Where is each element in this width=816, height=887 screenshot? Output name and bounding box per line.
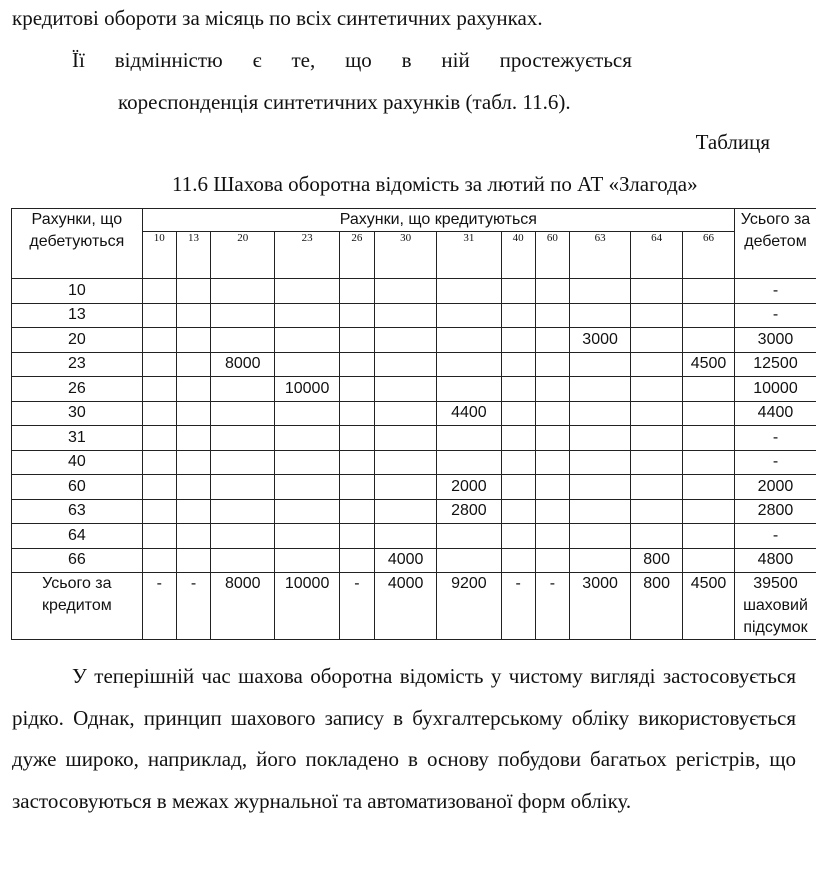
table-cell — [176, 426, 210, 451]
table-cell — [683, 401, 735, 426]
table-cell: 10000 — [275, 377, 339, 402]
row-account: 40 — [12, 450, 143, 475]
table-cell — [683, 303, 735, 328]
table-cell — [211, 426, 275, 451]
total-cell: - — [176, 573, 210, 640]
table-cell — [570, 499, 631, 524]
word: простежується — [499, 48, 632, 72]
table-cell — [275, 524, 339, 549]
table-row — [12, 475, 816, 500]
table-cell — [535, 499, 569, 524]
table-cell — [142, 279, 176, 304]
table-cell — [211, 450, 275, 475]
table-cell — [375, 426, 437, 451]
row-total: - — [734, 426, 816, 451]
table-cell — [211, 279, 275, 304]
table-cell — [570, 303, 631, 328]
table-cell — [176, 475, 210, 500]
table-cell — [631, 450, 683, 475]
row-total: 2800 — [734, 499, 816, 524]
table-cell — [339, 377, 374, 402]
column-number: 66 — [683, 232, 735, 279]
table-cell — [535, 426, 569, 451]
word: відмінністю — [114, 48, 223, 72]
table-cell — [339, 303, 374, 328]
column-number: 64 — [631, 232, 683, 279]
text-line-1: кредитові обороти за місяць по всіх синтетичних рахунках. — [12, 6, 543, 30]
table-cell — [339, 524, 374, 549]
table-cell — [570, 352, 631, 377]
row-account: 31 — [12, 426, 143, 451]
table-cell — [683, 548, 735, 573]
table-cell — [683, 279, 735, 304]
total-cell: 3000 — [570, 573, 631, 640]
table-cell: 4000 — [375, 548, 437, 573]
grand-total: 39500 шаховий підсумок — [734, 573, 816, 640]
table-cell — [501, 401, 535, 426]
row-account: 60 — [12, 475, 143, 500]
table-cell — [339, 401, 374, 426]
table-cell — [142, 499, 176, 524]
text-line-3: кореспонденція синтетичних рахунків (табл. 11.6). — [118, 90, 571, 114]
table-cell — [176, 450, 210, 475]
table-row — [12, 279, 816, 304]
table-cell — [339, 279, 374, 304]
table-cell — [211, 499, 275, 524]
table-cell — [211, 475, 275, 500]
table-cell — [535, 548, 569, 573]
table-cell — [275, 426, 339, 451]
table-cell — [535, 303, 569, 328]
table-cell: 4400 — [437, 401, 501, 426]
table-cell — [437, 352, 501, 377]
table-cell — [570, 450, 631, 475]
table-cell — [683, 499, 735, 524]
table-cell — [570, 401, 631, 426]
table-cell — [631, 524, 683, 549]
column-number: 20 — [211, 232, 275, 279]
table-cell — [211, 401, 275, 426]
total-cell: 4000 — [375, 573, 437, 640]
table-cell — [142, 401, 176, 426]
table-title: 11.6 Шахова оборотна відомість за лютий по АТ «Злагода» — [172, 172, 698, 196]
table-cell — [142, 328, 176, 353]
row-account: 23 — [12, 352, 143, 377]
table-cell — [683, 475, 735, 500]
header-debit: Рахунки, що дебетуються — [12, 209, 143, 279]
row-total: 4800 — [734, 548, 816, 573]
table-cell: 2800 — [437, 499, 501, 524]
word: що — [345, 48, 372, 72]
table-cell — [631, 328, 683, 353]
row-account: 26 — [12, 377, 143, 402]
total-cell: 4500 — [683, 573, 735, 640]
table-row — [12, 499, 816, 524]
table-cell — [535, 524, 569, 549]
paragraph — [12, 656, 796, 822]
table-cell — [275, 303, 339, 328]
table-cell — [437, 426, 501, 451]
column-number: 26 — [339, 232, 374, 279]
table-cell — [142, 426, 176, 451]
table-cell — [631, 303, 683, 328]
column-number: 63 — [570, 232, 631, 279]
table-row — [12, 401, 816, 426]
table-cell — [570, 548, 631, 573]
table-cell — [535, 352, 569, 377]
table-cell — [437, 303, 501, 328]
column-number: 40 — [501, 232, 535, 279]
table-cell — [375, 450, 437, 475]
table-cell — [176, 377, 210, 402]
table-cell — [142, 548, 176, 573]
table-cell: 4500 — [683, 352, 735, 377]
table-cell — [211, 328, 275, 353]
row-total: 10000 — [734, 377, 816, 402]
table-row — [12, 377, 816, 402]
table-cell — [211, 548, 275, 573]
row-account: 10 — [12, 279, 143, 304]
table-cell — [142, 524, 176, 549]
table-cell — [211, 377, 275, 402]
table-cell — [375, 499, 437, 524]
table-cell — [631, 352, 683, 377]
paragraph-text: У теперішній час шахова оборотна відомість у чистому вигляді застосовується рідко. Однак, принцип шахового запису в бухгалтерському обліку використовується дуже широко, наприклад, його покладено в основу побудови багатьох регістрів, що застосовуються в межах журнальної та автоматизованої форм обліку. — [12, 664, 796, 813]
total-cell: - — [501, 573, 535, 640]
table-cell — [535, 279, 569, 304]
table-cell — [142, 303, 176, 328]
table-cell — [570, 426, 631, 451]
row-total: 3000 — [734, 328, 816, 353]
table-cell — [176, 328, 210, 353]
table-cell — [375, 475, 437, 500]
table-cell — [211, 303, 275, 328]
table-cell — [339, 328, 374, 353]
header-credit: Рахунки, що кредитуються — [142, 209, 734, 232]
table-cell — [631, 475, 683, 500]
total-label: Усього за кредитом — [12, 573, 143, 640]
table-cell — [375, 524, 437, 549]
row-total: - — [734, 303, 816, 328]
table-cell — [683, 377, 735, 402]
table-row — [12, 303, 816, 328]
row-total: 12500 — [734, 352, 816, 377]
table-cell — [176, 524, 210, 549]
table-cell — [501, 279, 535, 304]
table-cell — [683, 426, 735, 451]
table-cell — [535, 401, 569, 426]
total-cell: - — [339, 573, 374, 640]
header-total: Усього за дебетом — [734, 209, 816, 279]
table-cell — [275, 352, 339, 377]
total-cell: 8000 — [211, 573, 275, 640]
table-cell — [339, 426, 374, 451]
table-cell — [535, 475, 569, 500]
row-account: 20 — [12, 328, 143, 353]
table-cell — [501, 548, 535, 573]
table-row — [12, 328, 816, 353]
word: те, — [291, 48, 316, 72]
table-cell — [275, 279, 339, 304]
table-cell — [375, 352, 437, 377]
table-row — [12, 450, 816, 475]
column-number: 13 — [176, 232, 210, 279]
table-cell — [339, 499, 374, 524]
total-cell: - — [142, 573, 176, 640]
table-cell — [211, 524, 275, 549]
table-cell — [437, 279, 501, 304]
total-cell: 9200 — [437, 573, 501, 640]
table-cell — [275, 450, 339, 475]
table-cell — [437, 450, 501, 475]
table-cell: 8000 — [211, 352, 275, 377]
table-cell — [142, 450, 176, 475]
table-cell — [142, 377, 176, 402]
word: ній — [441, 48, 470, 72]
table-cell — [437, 548, 501, 573]
word: в — [401, 48, 412, 72]
row-total: - — [734, 450, 816, 475]
table-cell — [339, 475, 374, 500]
row-total: - — [734, 279, 816, 304]
row-account: 64 — [12, 524, 143, 549]
table-cell: 3000 — [570, 328, 631, 353]
table-cell — [375, 303, 437, 328]
table-cell — [375, 328, 437, 353]
table-cell — [275, 499, 339, 524]
table-cell — [176, 401, 210, 426]
table-cell — [501, 303, 535, 328]
table-cell — [570, 524, 631, 549]
table-cell — [142, 475, 176, 500]
table-cell — [535, 377, 569, 402]
table-cell — [375, 401, 437, 426]
total-cell: 10000 — [275, 573, 339, 640]
table-cell — [176, 279, 210, 304]
table-cell — [375, 377, 437, 402]
table-cell — [501, 524, 535, 549]
table-cell — [631, 401, 683, 426]
table-cell — [535, 328, 569, 353]
table-row — [12, 524, 816, 549]
table-cell — [142, 352, 176, 377]
total-cell: - — [535, 573, 569, 640]
table-row — [12, 548, 816, 573]
table-cell — [683, 524, 735, 549]
table-cell — [437, 328, 501, 353]
table-cell — [437, 524, 501, 549]
table-cell — [275, 548, 339, 573]
table-cell — [501, 426, 535, 451]
table-cell — [275, 475, 339, 500]
table-cell — [176, 352, 210, 377]
row-account: 63 — [12, 499, 143, 524]
table-cell — [570, 377, 631, 402]
table-cell — [501, 450, 535, 475]
total-cell: 800 — [631, 573, 683, 640]
table-row — [12, 352, 816, 377]
table-cell — [437, 377, 501, 402]
table-cell — [631, 377, 683, 402]
table-cell — [501, 499, 535, 524]
table-cell — [375, 279, 437, 304]
row-account: 13 — [12, 303, 143, 328]
table-label: Таблиця — [695, 130, 770, 154]
word: є — [252, 48, 262, 72]
table-cell — [535, 450, 569, 475]
table-cell — [339, 352, 374, 377]
table-cell: 2000 — [437, 475, 501, 500]
word: Її — [72, 48, 85, 72]
table-cell — [275, 401, 339, 426]
table-cell — [501, 328, 535, 353]
table-cell — [176, 548, 210, 573]
table-row — [12, 426, 816, 451]
table-cell — [501, 352, 535, 377]
table-cell — [631, 426, 683, 451]
column-number: 31 — [437, 232, 501, 279]
table-cell — [683, 450, 735, 475]
table-cell — [176, 499, 210, 524]
row-account: 66 — [12, 548, 143, 573]
column-number: 10 — [142, 232, 176, 279]
table-cell — [631, 499, 683, 524]
table-cell: 800 — [631, 548, 683, 573]
row-account: 30 — [12, 401, 143, 426]
table-cell — [501, 475, 535, 500]
table-cell — [570, 475, 631, 500]
text-line-2 — [72, 46, 632, 74]
table-cell — [631, 279, 683, 304]
table-cell — [501, 377, 535, 402]
table-cell — [570, 279, 631, 304]
column-number: 60 — [535, 232, 569, 279]
total-row — [12, 573, 816, 640]
row-total: 2000 — [734, 475, 816, 500]
table-cell — [176, 303, 210, 328]
column-number: 30 — [375, 232, 437, 279]
table-cell — [339, 450, 374, 475]
column-number: 23 — [275, 232, 339, 279]
row-total: 4400 — [734, 401, 816, 426]
row-total: - — [734, 524, 816, 549]
table-cell — [683, 328, 735, 353]
table-cell — [275, 328, 339, 353]
table-cell — [339, 548, 374, 573]
chess-turnover-table — [11, 208, 816, 640]
